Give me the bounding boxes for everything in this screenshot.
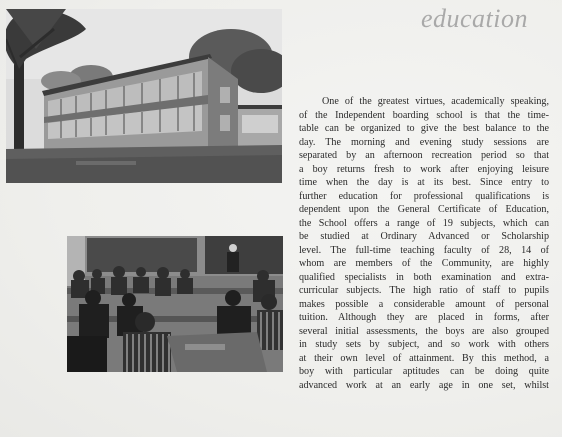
text-line: the School offers a range of 19 subjects, which can	[299, 217, 549, 229]
body-text	[299, 95, 549, 392]
text-line: makes possible a considerable amount of personal	[299, 298, 549, 310]
text-line: boy with particular aptitudes can be doing quite	[299, 366, 549, 377]
section-title: education	[420, 4, 528, 33]
text-line: qualified specialists in both examination and extra-	[299, 271, 549, 283]
text-line: curricular subjects. The high ratio of staff to pupils	[299, 285, 549, 296]
text-line: day. The morning and evening study sessions are	[299, 136, 549, 148]
classroom-photo	[67, 236, 283, 372]
text-line: further education for professional qualifications is	[299, 190, 549, 202]
text-line: separated by an afternoon recreation period so that	[299, 150, 549, 161]
text-line: at their own level of attainment. By this method, a	[299, 352, 549, 364]
text-line: tuition. Although they are placed in forms, after	[299, 312, 549, 323]
text-line: whom are members of the Community, are highly	[299, 258, 549, 269]
text-line: One of the greatest virtues, academically speaking,	[322, 96, 549, 107]
text-line: advanced work at an early age in one set, whilst	[299, 379, 549, 391]
text-line: several initial assessments, the boys are also grouped	[299, 325, 549, 337]
text-line: level. The full-time teaching faculty of 28, 14 of	[299, 244, 549, 256]
text-line: of the Independent boarding school is that the time-	[299, 109, 549, 121]
text-line: dependent upon the General Certificate of Education,	[299, 204, 549, 215]
text-line: table can be organized to give the best balance to the	[299, 123, 549, 134]
text-line: be studied at Ordinary Advanced or Scholarship	[299, 231, 549, 242]
text-line: time when the day is at its best. Since entry to	[299, 177, 549, 188]
school-building-photo	[6, 9, 282, 183]
text-line: in study sets by subject, and so work with others	[299, 339, 549, 350]
text-line: a boy returns fresh to work after enjoying leisure	[299, 163, 549, 175]
